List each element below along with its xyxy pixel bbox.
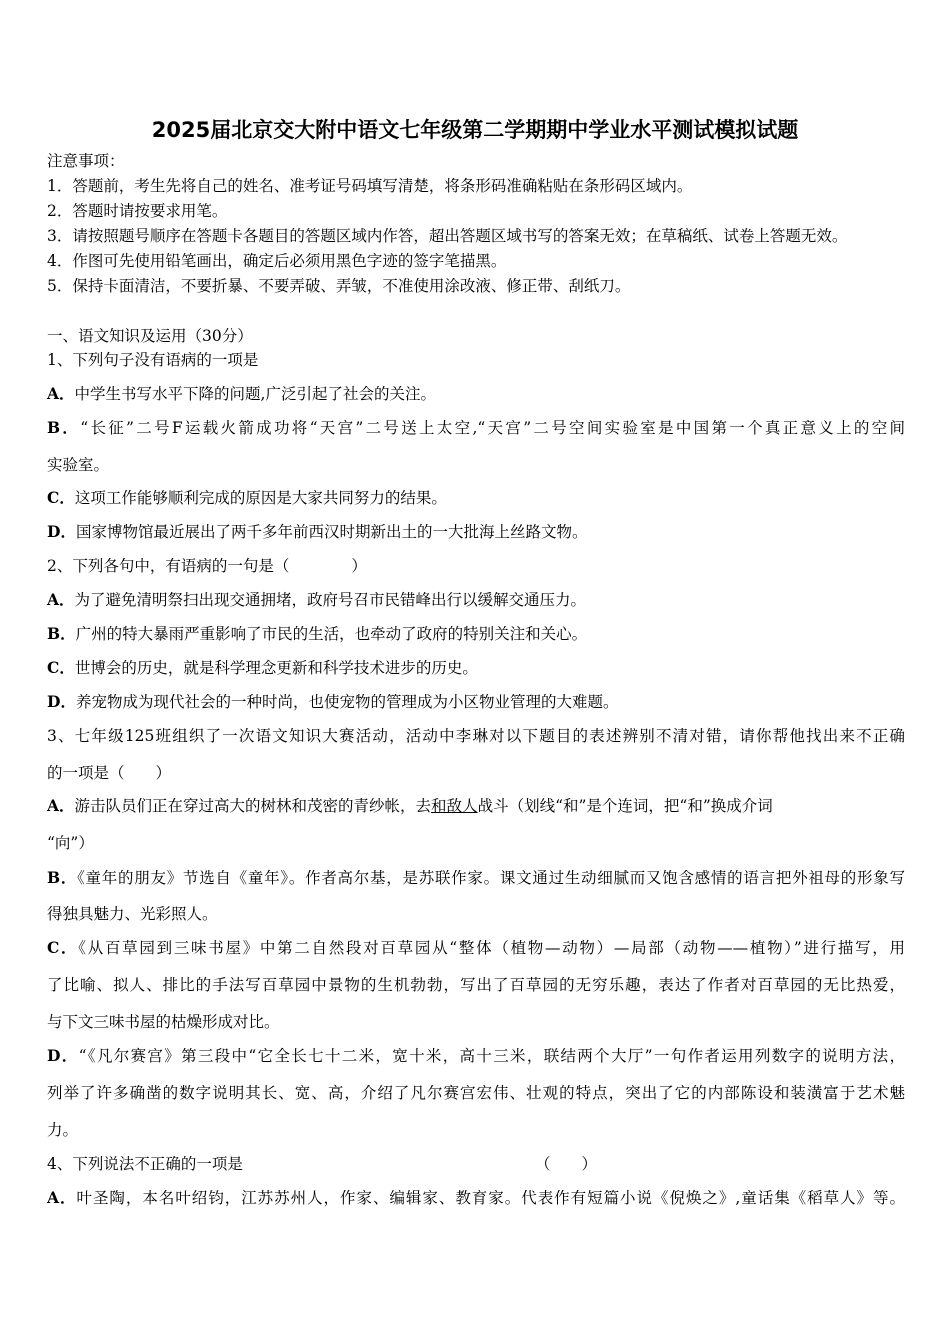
option-text: 战斗（划线“和”是个连词，把“和”换成介词 — [477, 797, 773, 815]
option-label: D． — [47, 1046, 79, 1065]
option-text: 中学生书写水平下降的问题,广泛引起了社会的关注。 — [74, 385, 436, 403]
option-label: C． — [47, 938, 79, 957]
option-label: C． — [47, 658, 75, 677]
q2-option-c — [47, 658, 478, 678]
option-label: A． — [47, 384, 75, 403]
q1-option-b — [47, 418, 905, 438]
section-heading: 一、语文知识及运用（30分） — [47, 327, 253, 345]
q1-option-d — [47, 522, 587, 542]
option-text: 广州的特大暴雨严重影响了市民的生活，也牵动了政府的特别关注和关心。 — [75, 625, 588, 643]
q2-option-b — [47, 624, 587, 644]
question-4-stem: 4、下列说法不正确的一项是 — [47, 1155, 243, 1173]
option-label: A． — [47, 590, 75, 609]
q1-option-b-cont: 实验室。 — [47, 456, 110, 474]
option-text: 国家博物馆最近展出了两千多年前西汉时期新出土的一大批海上丝路文物。 — [75, 523, 588, 541]
q2-option-d — [47, 692, 618, 712]
option-label: A． — [47, 1188, 77, 1207]
q3-option-c — [47, 938, 905, 958]
notice-item: 5．保持卡面清洁，不要折暴、不要弄破、弄皱，不准使用涂改液、修正带、刮纸刀。 — [47, 277, 631, 295]
option-text: 这项工作能够顺利完成的原因是大家共同努力的结果。 — [74, 489, 447, 507]
question-2-stem: 2、下列各句中，有语病的一句是（ ） — [47, 557, 367, 575]
q3-option-b-cont: 得独具魅力、光彩照人。 — [47, 905, 218, 923]
q1-option-a — [47, 384, 436, 404]
option-text: “长征”二号F运载火箭成功将“天宫”二号送上太空,“天宫”二号空间实验室是中国第一个真正意义上的空间 — [80, 419, 905, 437]
notice-heading: 注意事项： — [47, 152, 125, 170]
q3-option-d — [47, 1046, 905, 1066]
option-text: 《从百草园到三味书屋》中第二自然段对百草园从“整体（植物—动物）—局部（动物——植物）”进行描写，用 — [78, 939, 905, 957]
option-text: 为了避免清明祭扫出现交通拥堵，政府号召市民错峰出行以缓解交通压力。 — [74, 591, 587, 609]
option-label: D． — [47, 522, 76, 541]
option-label: A． — [47, 796, 75, 815]
q4-option-a — [47, 1188, 905, 1208]
option-label: B． — [47, 624, 76, 643]
option-label: B． — [47, 418, 81, 437]
answer-blank: （ ） — [535, 1155, 598, 1173]
q3-option-c-cont: 了比喻、拟人、排比的手法写百草园中景物的生机勃勃，写出了百草园的无穷乐趣，表达了作者对百草园的无比热爱， — [47, 976, 905, 994]
notice-item: 4．作图可先使用铅笔画出，确定后必须用黑色字迹的签字笔描黑。 — [47, 252, 507, 270]
q3-option-b — [47, 868, 905, 888]
q3-option-a-cont: “向”） — [47, 834, 94, 852]
option-label: D． — [47, 692, 76, 711]
option-text: 世博会的历史，就是科学理念更新和科学技术进步的历史。 — [74, 659, 478, 677]
question-3-stem-cont: 的一项是（ ） — [47, 764, 172, 782]
notice-item: 3．请按照题号顺序在答题卡各题目的答题区域内作答，超出答题区域书写的答案无效；在草稿纸、试卷上答题无效。 — [47, 227, 848, 245]
option-label: C． — [47, 488, 75, 507]
q1-option-c — [47, 488, 447, 508]
page-title: 2025届北京交大附中语文七年级第二学期期中学业水平测试模拟试题 — [151, 118, 799, 142]
question-3-stem: 3、七年级125班组织了一次语文知识大赛活动，活动中李琳对以下题目的表述辨别不清对错，请你帮他找出来不正确 — [47, 727, 905, 745]
notice-item: 1．答题前，考生先将自己的姓名、准考证号码填写清楚，将条形码准确粘贴在条形码区域内。 — [47, 177, 693, 195]
q2-option-a — [47, 590, 586, 610]
option-label: B． — [47, 868, 78, 887]
q3-option-a — [47, 796, 773, 816]
q3-option-c-cont: 与下文三味书屋的枯燥形成对比。 — [47, 1013, 280, 1031]
q3-option-d-cont: 列举了许多确凿的数字说明其长、宽、高，介绍了凡尔赛宫宏伟、壮观的特点，突出了它的内部陈设和装潢富于艺术魅 — [47, 1084, 905, 1102]
underlined-text: 和敌人 — [431, 797, 478, 815]
option-text: 《童年的朋友》节选自《童年》。作者高尔基，是苏联作家。课文通过生动细腻而又饱含感情的语言把外祖母的形象写 — [77, 869, 905, 887]
option-text: 游击队员们正在穿过高大的树林和茂密的青纱帐，去 — [74, 797, 432, 815]
question-1-stem: 1、下列句子没有语病的一项是 — [47, 351, 259, 369]
notice-item: 2．答题时请按要求用笔。 — [47, 202, 228, 220]
q3-option-d-cont: 力。 — [47, 1121, 79, 1139]
option-text: 养宠物成为现代社会的一种时尚，也使宠物的管理成为小区物业管理的大难题。 — [75, 693, 619, 711]
option-text: 叶圣陶，本名叶绍钧，江苏苏州人，作家、编辑家、教育家。代表作有短篇小说《倪焕之》,童话集《稻草人》等。 — [76, 1189, 906, 1207]
option-text: “《凡尔赛宫》第三段中“它全长七十二米，宽十米，高十三米，联结两个大厅”一句作者运用列数字的说明方法， — [78, 1047, 905, 1065]
